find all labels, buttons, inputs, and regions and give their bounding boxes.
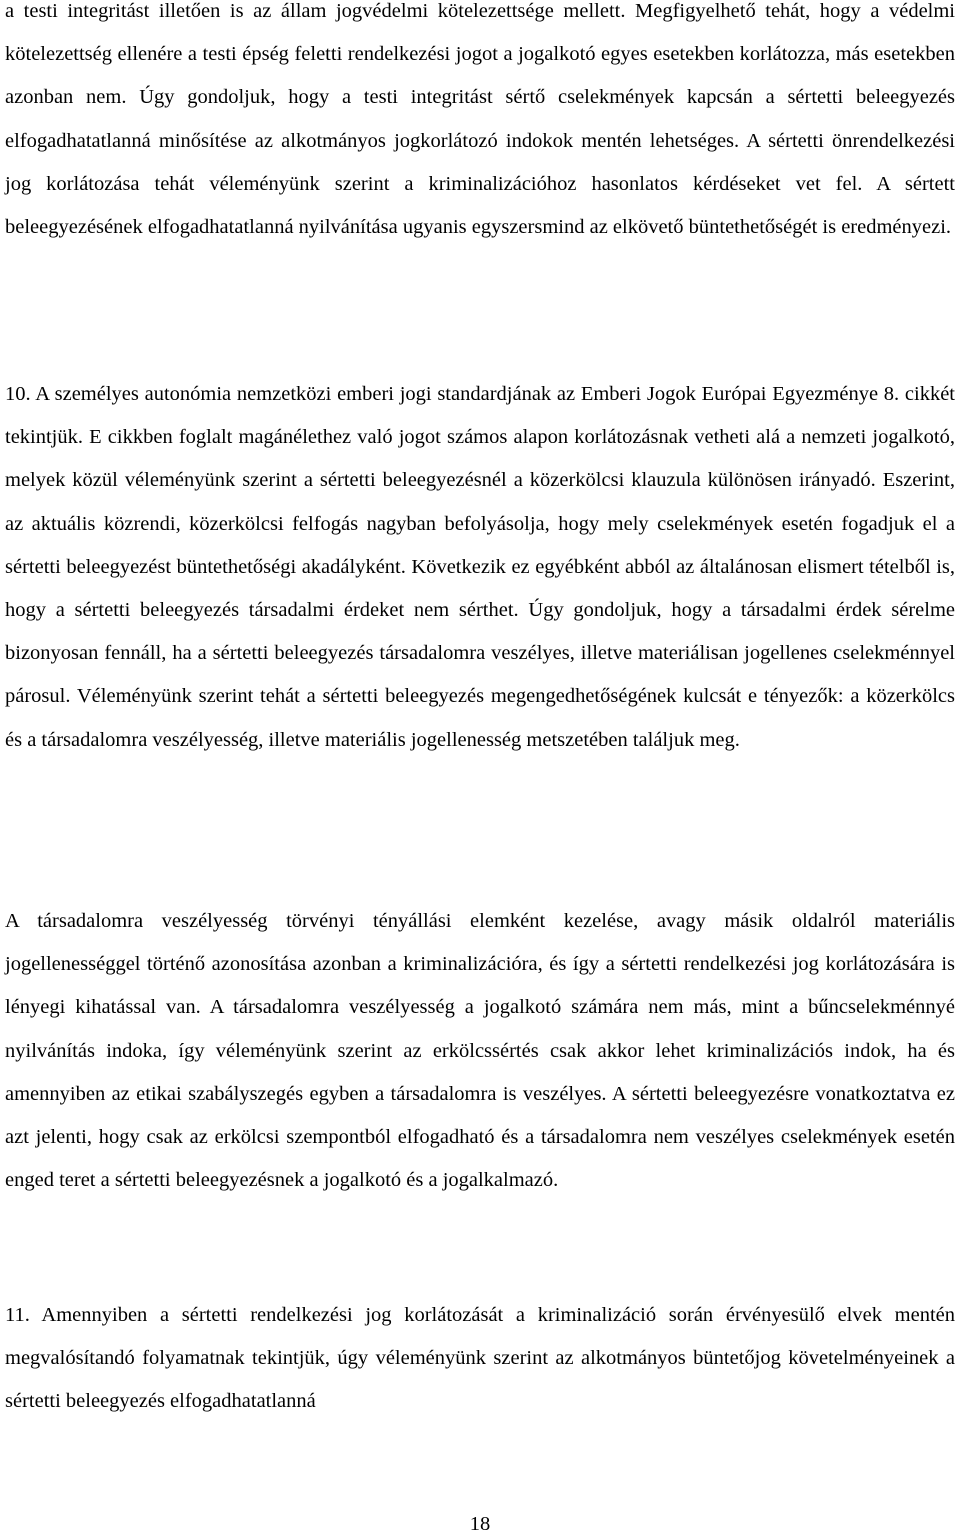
paragraph-bodily-integrity: a testi integritást illetően is az állam jogvédelmi kötelezettsége mellett. Megfigyelhető tehát, hogy a védelmi kötelezettség ellenére a testi épség feletti rendelkezési jogot a jogalkotó egyes esetekben korlátozza, más esetekben azonban nem. Úgy gondoljuk, hogy a testi integritást sértő cselekmények kapcsán a sértetti beleegyezés elfogadhatatlanná minősítése az alkotmányos jogkorlátozó indokok mentén lehetséges. A sértetti önrendelkezési jog korlátozása tehát véleményünk szerint a kriminalizációhoz hasonlatos kérdéseket vet fel. A sértett beleegyezésének elfogadhatatlanná nyilvánítása ugyanis egyszersmind az elkövető büntethetőségét is eredményezi. [5,0,955,239]
page-number: 18 [469,1513,491,1535]
paragraph-10-personal-autonomy: 10. A személyes autonómia nemzetközi emberi jogi standardjának az Emberi Jogok Európai Egyezménye 8. cikkét tekintjük. E cikkben foglalt magánélethez való jogot számos alapon korlátozásnak vetheti alá a nemzeti jogalkotó, melyek közül véleményünk szerint a sértetti beleegyezésnél a közerkölcsi klauzula különösen irányadó. Eszerint, az aktuális közrendi, közerkölcsi felfogás nagyban befolyásolja, hogy mely cselekmények esetén fogadjuk el a sértetti beleegyezést büntethetőségi akadályként. Következik ez egyébként abból az általánosan elismert tételből is, hogy a sértetti beleegyezés társadalmi érdeket nem sérthet. Úgy gondoljuk, hogy a társadalmi érdek sérelme bizonyosan fennáll, ha a sértetti beleegyezés társadalomra veszélyes, illetve materiálisan jogellenes cselekménnyel párosul. Véleményünk szerint tehát a sértetti beleegyezés megengedhetőségének kulcsát e tényezők: a közerkölcs és a társadalomra veszélyesség, illetve materiális jogellenesség metszetében találjuk meg. [5,383,955,751]
paragraph-social-danger: A társadalomra veszélyesség törvényi tényállási elemként kezelése, avagy másik oldalról materiális jogellenességgel történő azonosítása azonban a kriminalizációra, és így a sértetti rendelkezési jog korlátozására is lényegi kihatással van. A társadalomra veszélyesség a jogalkotó számára nem más, mint a bűncselekménnyé nyilvánítás indoka, így véleményünk szerint az erkölcssértés csak akkor lehet kriminalizációs indok, ha és amennyiben az etikai szabályszegés egyben a társadalomra is veszélyes. A sértetti beleegyezésre vonatkoztatva ez azt jelenti, hogy csak az erkölcsi szempontból elfogadható és a társadalomra nem veszélyes cselekmények esetén enged teret a sértetti beleegyezésnek a jogalkotó és a jogalkalmazó. [5,910,955,1192]
paragraph-11-criminalization: 11. Amennyiben a sértetti rendelkezési jog korlátozását a kriminalizáció során érvényesülő elvek mentén megvalósítandó folyamatnak tekintjük, úgy véleményünk szerint az alkotmányos büntetőjog követelményeinek a sértetti beleegyezés elfogadhatatlanná [5,1304,955,1413]
